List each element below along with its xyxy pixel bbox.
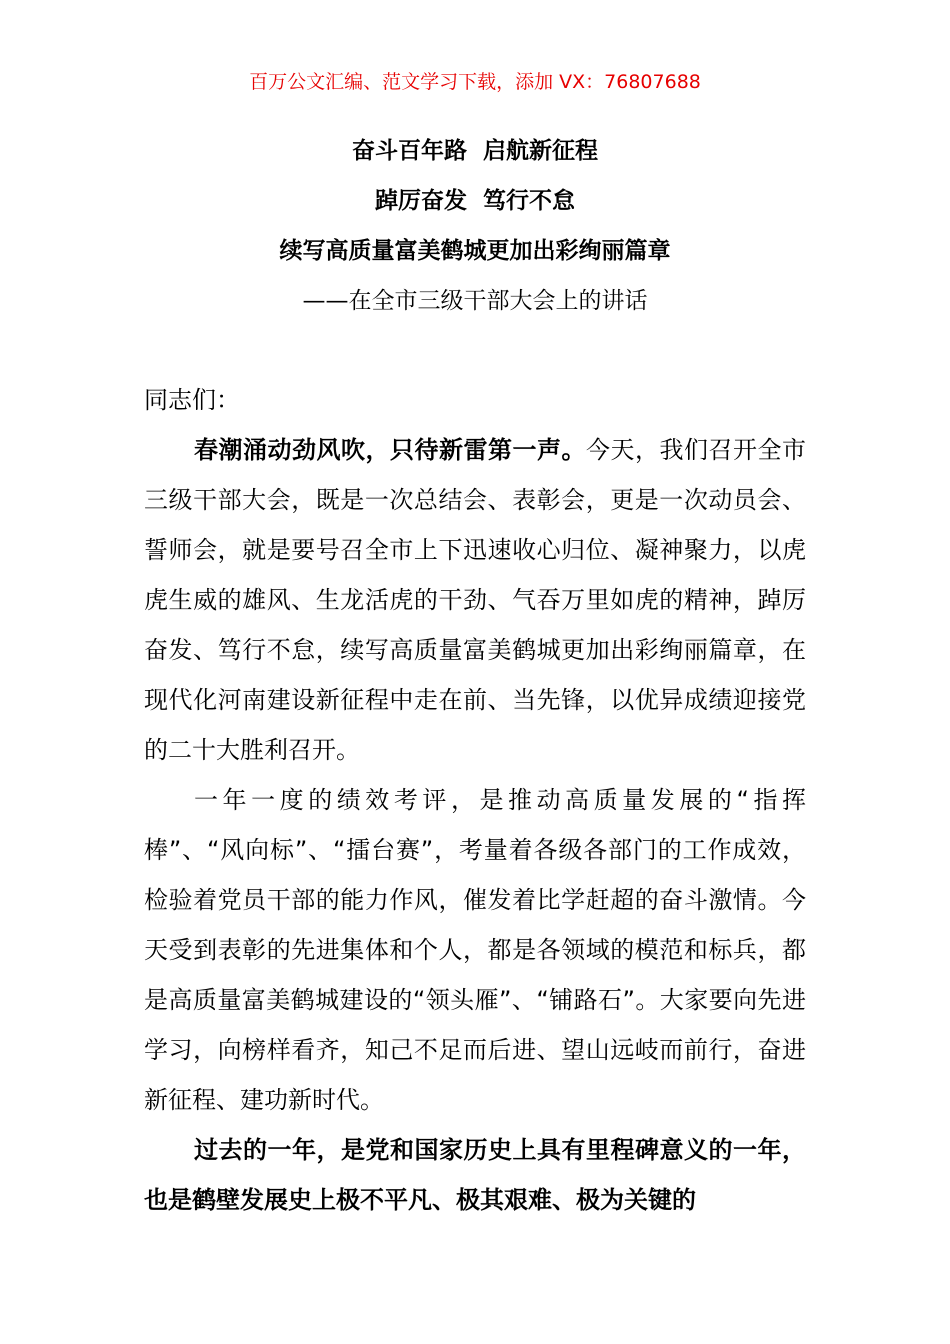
paragraph-1-text: 今天，我们召开全市三级干部大会，既是一次总结会、表彰会，更是一次动员会、誓师会，就是要号召全市上下迅速收心归位、凝神聚力，以虎虎生威的雄风、生龙活虎的干劲、气吞万里如虎的精神，踔厉奋发、笃行不怠，续写高质量富美鹤城更加出彩绚丽篇章，在现代化河南建设新征程中走在前、当先锋，以优异成绩迎接党的二十大胜利召开。	[144, 436, 806, 764]
paragraph-1	[144, 425, 806, 775]
subtitle: ——在全市三级干部大会上的讲话	[302, 288, 648, 314]
title-line-3: 续写高质量富美鹤城更加出彩绚丽篇章	[279, 238, 671, 264]
paragraph-3-lead: 过去的一年，是党和国家历史上具有里程碑意义的一年，也是鹤壁发展史上极不平凡、极其艰难、极为关键的	[144, 1136, 806, 1214]
paragraph-2-text: 一年一度的绩效考评，是推动高质量发展的“指挥棒”、“风向标”、“擂台赛”，考量着各级各部门的工作成效，检验着党员干部的能力作风，催发着比学赶超的奋斗激情。今天受到表彰的先进集体和个人，都是各领域的模范和标兵，都是高质量富美鹤城建设的“领头雁”、“铺路石”。大家要向先进学习，向榜样看齐，知己不足而后进、望山远岐而前行，奋进新征程、建功新时代。	[144, 786, 806, 1114]
paragraph-2	[144, 775, 806, 1125]
title-line-1: 奋斗百年路 启航新征程	[351, 138, 598, 164]
paragraph-3	[144, 1125, 806, 1225]
paragraph-1-lead: 春潮涌动劲风吹，只待新雷第一声。	[194, 436, 586, 464]
watermark-header: 百万公文汇编、范文学习下载，添加 VX：76807688	[249, 71, 701, 93]
title-line-2: 踔厉奋发 笃行不怠	[374, 188, 575, 214]
salutation: 同志们：	[144, 386, 240, 414]
